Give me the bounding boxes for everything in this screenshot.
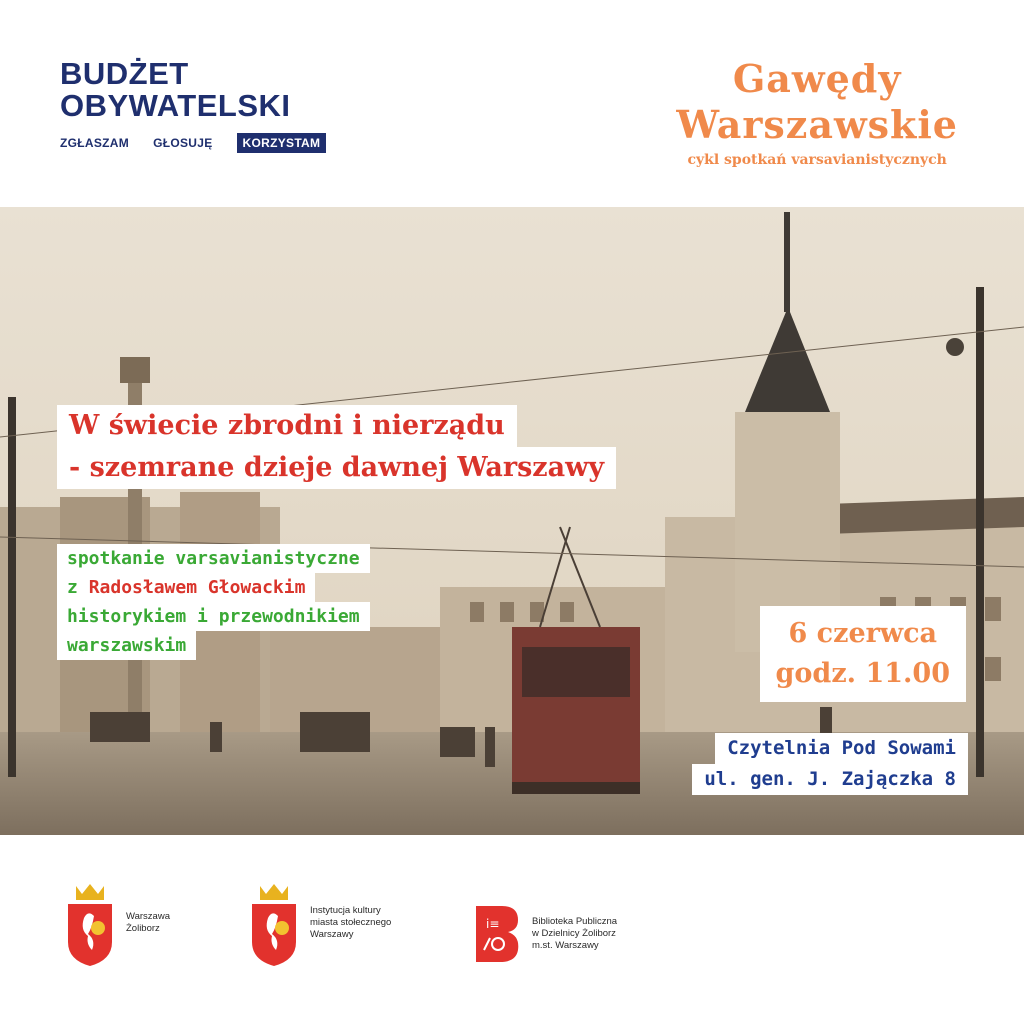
budzet-obywatelski-logo	[60, 58, 326, 153]
logo2-line1: Instytucja kultury	[310, 905, 381, 916]
event-guest-info	[57, 544, 370, 660]
guest-line3: historykiem i przewodnikiem	[57, 602, 370, 631]
event-date: 6 czerwca	[788, 618, 938, 649]
guest-line4: warszawskim	[57, 631, 196, 660]
series-title	[676, 56, 958, 168]
series-title-line2: Warszawskie	[676, 102, 958, 147]
logo1-line1: Warszawa	[126, 911, 170, 922]
budget-tags	[60, 133, 326, 153]
series-subtitle: cykl spotkań varsavianistycznych	[687, 152, 947, 168]
event-title-line1: W świecie zbrodni i nierządu	[57, 405, 517, 447]
logo1-line2: Żoliborz	[126, 923, 160, 934]
logo-biblioteka-publiczna	[474, 904, 617, 964]
logo3-line3: m.st. Warszawy	[532, 940, 599, 951]
budget-tag-korzystam: KORZYSTAM	[237, 133, 327, 153]
event-title	[57, 405, 616, 489]
logo3-line1: Biblioteka Publiczna	[532, 916, 618, 927]
venue-address: ul. gen. J. Zajączka 8	[692, 764, 968, 795]
event-venue	[692, 733, 968, 795]
series-title-line1: Gawędy	[732, 56, 902, 101]
event-time: godz. 11.00	[775, 658, 950, 689]
event-date-time	[760, 606, 966, 702]
event-title-line2: - szemrane dzieje dawnej Warszawy	[57, 447, 616, 489]
budget-title-line1: BUDŻET	[60, 56, 189, 91]
logo2-line3: Warszawy	[310, 929, 354, 940]
logo3-line2: w Dzielnicy Żoliborz	[532, 928, 616, 939]
logo-instytucja-kultury-text	[310, 905, 391, 941]
warsaw-coat-of-arms-icon	[250, 880, 298, 966]
logo-warszawa-zoliborz	[66, 880, 170, 966]
warsaw-coat-of-arms-icon	[66, 880, 114, 966]
budget-tag-glosuje: GŁOSUJĘ	[153, 136, 213, 150]
guest-name: Radosławem Głowackim	[88, 577, 306, 598]
budget-tag-zglaszam: ZGŁASZAM	[60, 136, 130, 150]
svg-text:i≡: i≡	[486, 917, 500, 931]
venue-name: Czytelnia Pod Sowami	[715, 733, 968, 764]
logo-warszawa-zoliborz-text	[126, 911, 170, 935]
logo-instytucja-kultury	[250, 880, 391, 966]
guest-prefix: z	[67, 577, 89, 598]
logo-biblioteka-text	[532, 916, 617, 952]
logo2-line2: miasta stołecznego	[310, 917, 392, 928]
guest-line1: spotkanie varsavianistyczne	[57, 544, 370, 573]
guest-line2	[57, 573, 315, 602]
library-logo-icon	[474, 904, 520, 964]
budget-title-line2: OBYWATELSKI	[60, 88, 291, 123]
